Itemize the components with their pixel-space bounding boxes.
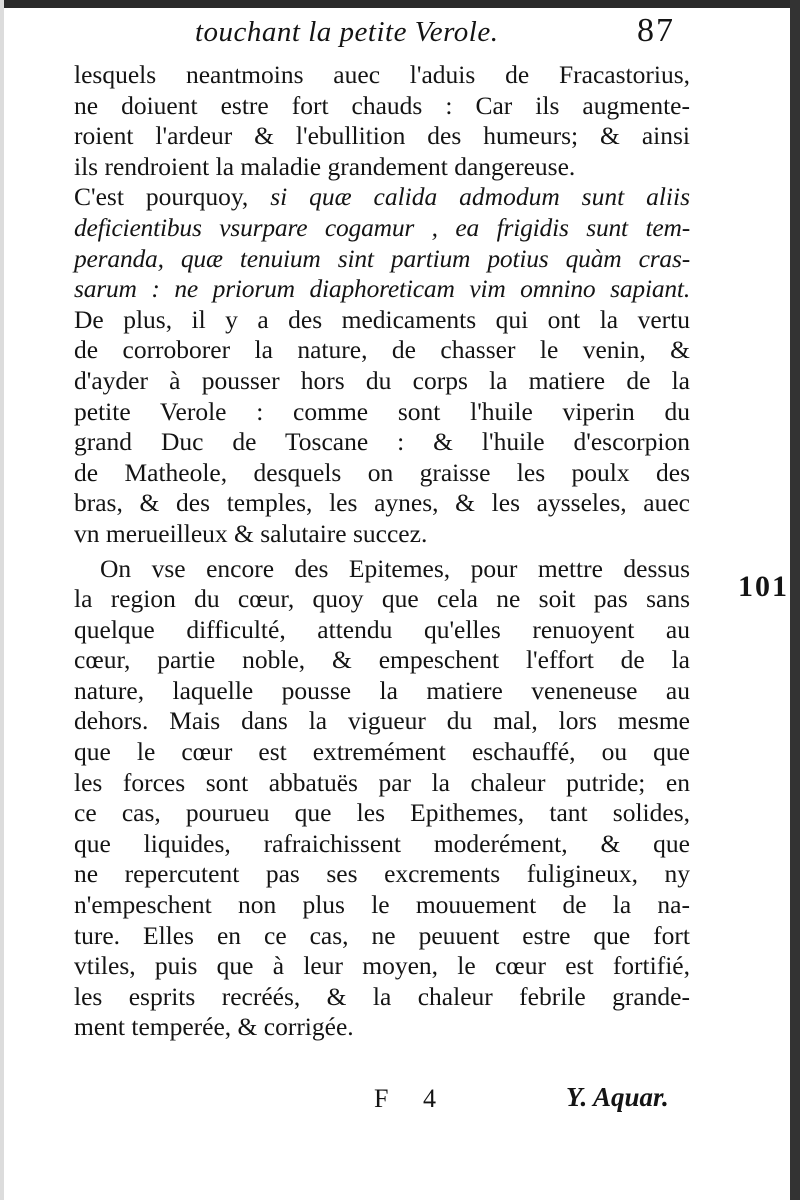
text-line: petite Verole : comme sont l'huile viperin du — [74, 396, 690, 426]
catchword: Y. Aquar. — [566, 1082, 669, 1112]
text-line: de corroborer la nature, de chasser le venin, & — [74, 335, 690, 365]
text-line: bras, & des temples, les aynes, & les aysseles, auec — [74, 488, 690, 518]
text-line-italic: si quæ calida admodum sunt aliis — [270, 182, 690, 212]
page-footer — [0, 1078, 800, 1118]
page-number: 87 — [637, 12, 675, 49]
text-line: dehors. Mais dans la vigueur du mal, lors mesme — [74, 706, 690, 736]
text-line: que le cœur est extremément eschauffé, ou que — [74, 737, 690, 767]
text-line: deficientibus vsurpare cogamur , ea frigidis sunt tem- — [74, 212, 690, 242]
text-line: vtiles, puis que à leur moyen, le cœur est fortifié, — [74, 951, 690, 981]
text-line: vn merueilleux & salutaire succez. — [74, 518, 428, 548]
text-line: de Matheole, desquels on graisse les poulx des — [74, 457, 690, 487]
text-line: quelque difficulté, attendu qu'elles renuoyent au — [74, 614, 690, 644]
running-head — [195, 12, 675, 56]
text-line: cœur, partie noble, & empeschent l'effort de la — [74, 645, 690, 675]
text-line: ne doiuent estre fort chauds : Car ils augmente- — [74, 90, 690, 120]
text-line: De plus, il y a des medicaments qui ont la vertu — [74, 304, 690, 334]
text-line: nature, laquelle pousse la matiere veneneuse au — [74, 675, 690, 705]
text-line: ils rendroient la maladie grandement dangereuse. — [74, 151, 576, 181]
text-line: les forces sont abbatuës par la chaleur putride; en — [74, 767, 690, 797]
text-line: que liquides, rafraichissent moderément, & que — [74, 828, 690, 858]
text-line: d'ayder à pousser hors du corps la matiere de la — [74, 365, 690, 395]
text-line: les esprits recréés, & la chaleur febrile grande- — [74, 981, 690, 1011]
text-line: ne repercutent pas ses excrements fuligineux, ny — [74, 859, 690, 889]
text-line: lesquels neantmoins auec l'aduis de Fracastorius, — [74, 60, 690, 89]
text-line: roient l'ardeur & l'ebullition des humeurs; & ainsi — [74, 121, 690, 151]
scan-edge-right — [790, 0, 800, 1200]
scan-edge-top — [0, 0, 800, 8]
running-title: touchant la petite Verole. — [195, 16, 499, 48]
text-line: la region du cœur, quoy que cela ne soit pas sans — [74, 584, 690, 614]
signature-mark: F 4 — [374, 1084, 450, 1113]
text-line — [74, 182, 690, 213]
text-line: sarum : ne priorum diaphoreticam vim omnino sapiant. — [74, 274, 690, 304]
text-line: n'empeschent non plus le mouuement de la na- — [74, 890, 690, 920]
text-line-roman: C'est pourquoy, — [74, 182, 271, 212]
text-line: ment temperée, & corrigée. — [74, 1012, 354, 1042]
body-text — [74, 60, 690, 1043]
text-line: On vse encore des Epitemes, pour mettre dessus — [100, 553, 690, 583]
text-line: ture. Elles en ce cas, ne peuuent estre que fort — [74, 920, 690, 950]
text-line: ce cas, pourueu que les Epithemes, tant solides, — [74, 798, 690, 828]
margin-note: 101 — [738, 570, 789, 603]
scan-edge-left — [0, 0, 4, 1200]
text-line: peranda, quæ tenuium sint partium potius quàm cras- — [74, 243, 690, 273]
text-line: grand Duc de Toscane : & l'huile d'escorpion — [74, 427, 690, 457]
